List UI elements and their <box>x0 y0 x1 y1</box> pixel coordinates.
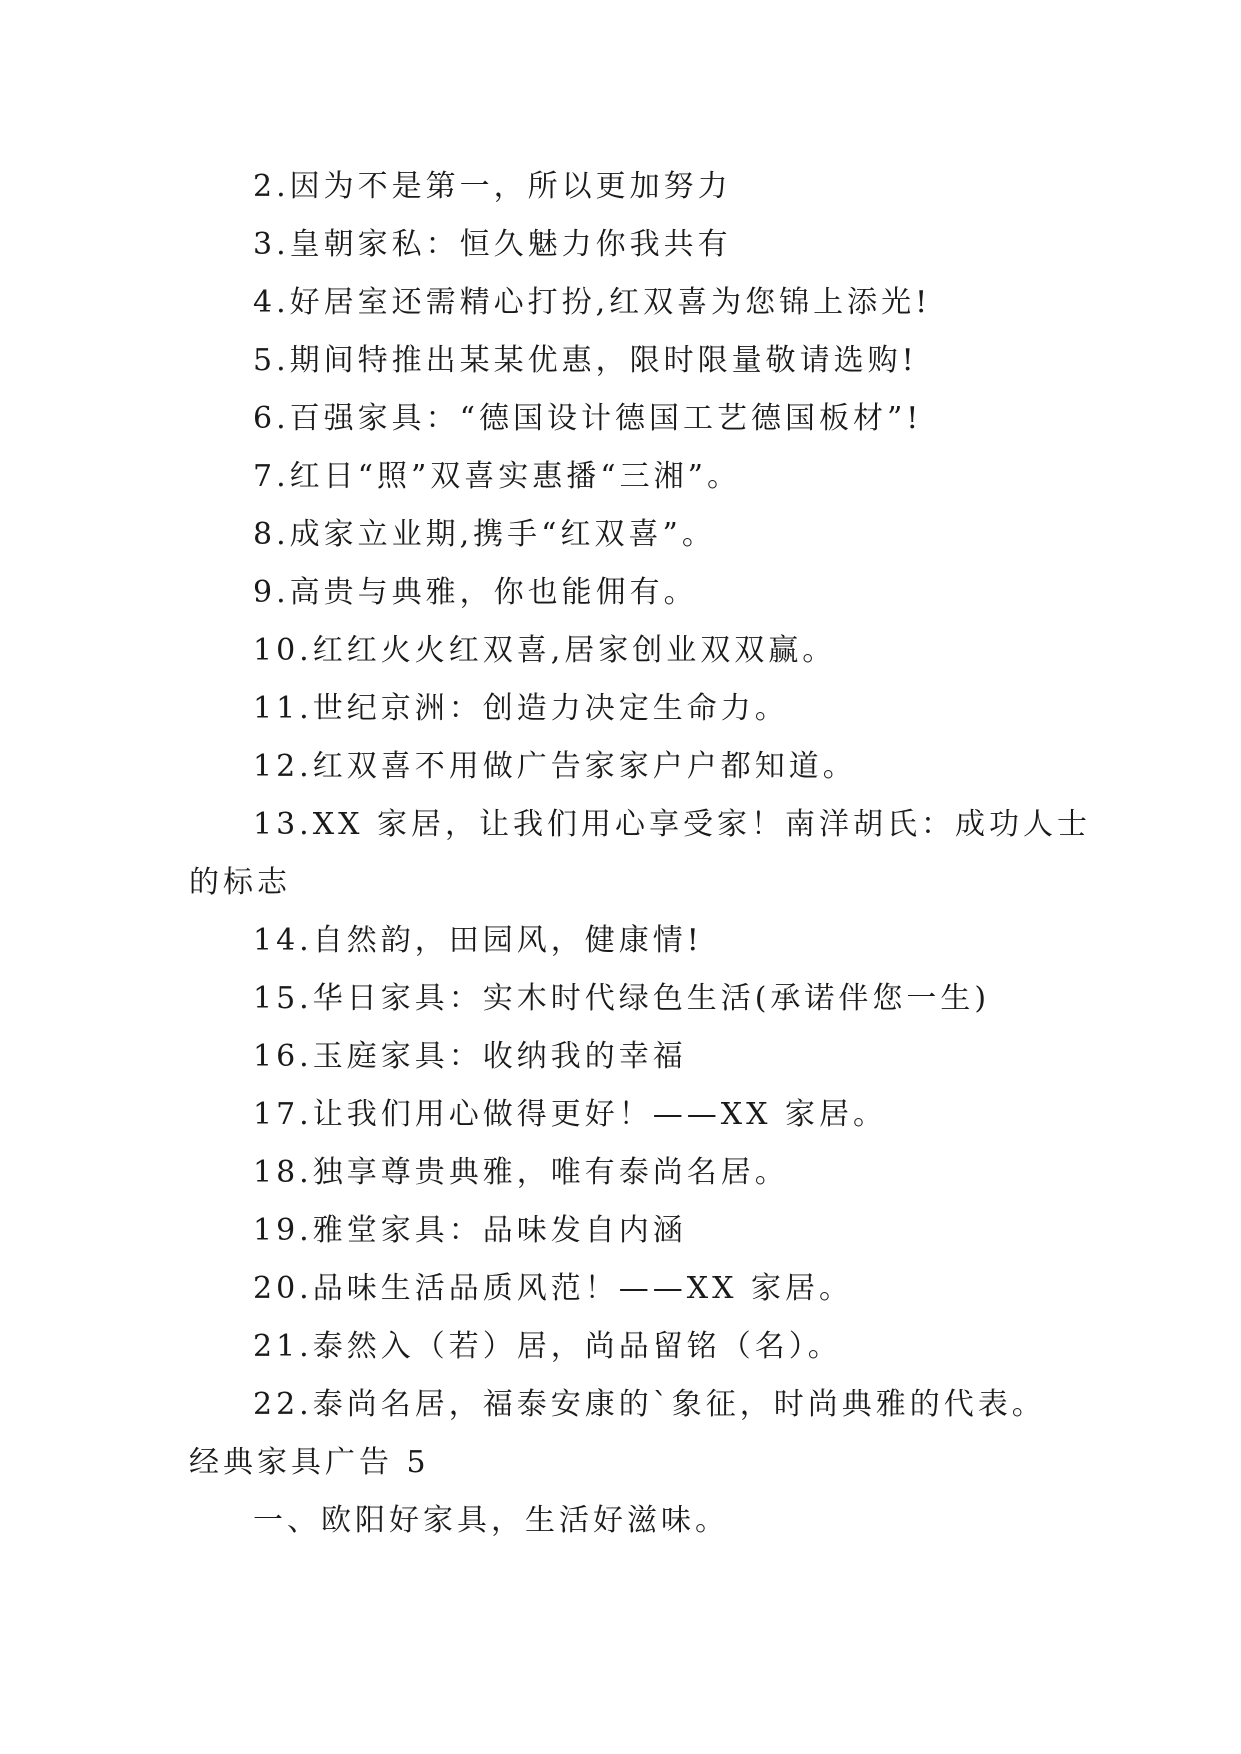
list-item: 13.XX 家居，让我们用心享受家！南洋胡氏：成功人士 <box>253 807 1091 842</box>
list-item: 10.红红火火红双喜,居家创业双双赢。 <box>253 633 837 668</box>
list-item: 4.好居室还需精心打扮,红双喜为您锦上添光! <box>253 285 932 320</box>
list-item-continuation: 的标志 <box>189 865 291 900</box>
list-item: 14.自然韵，田园风，健康情! <box>253 923 703 958</box>
list-item: 5.期间特推出某某优惠，限时限量敬请选购! <box>253 343 918 378</box>
document-body <box>189 158 1091 1550</box>
section-heading: 经典家具广告 5 <box>189 1445 430 1480</box>
list-item: 2.因为不是第一，所以更加努力 <box>253 169 732 204</box>
list-item: 20.品味生活品质风范！——XX 家居。 <box>253 1271 853 1306</box>
list-item: 8.成家立业期,携手“红双喜”。 <box>253 517 716 552</box>
list-item: 15.华日家具：实木时代绿色生活(承诺伴您一生) <box>253 981 991 1016</box>
list-item: 18.独享尊贵典雅，唯有泰尚名居。 <box>253 1155 789 1190</box>
list-item: 19.雅堂家具：品味发自内涵 <box>253 1213 687 1248</box>
list-item: 一、欧阳好家具，生活好滋味。 <box>253 1503 729 1538</box>
list-item: 9.高贵与典雅，你也能佣有。 <box>253 575 698 610</box>
list-item: 21.泰然入（若）居，尚品留铭（名）。 <box>253 1329 842 1364</box>
list-item: 7.红日“照”双喜实惠播“三湘”。 <box>253 459 741 494</box>
list-item: 17.让我们用心做得更好！——XX 家居。 <box>253 1097 887 1132</box>
list-item: 12.红双喜不用做广告家家户户都知道。 <box>253 749 857 784</box>
list-item: 22.泰尚名居，福泰安康的`象征，时尚典雅的代表。 <box>253 1387 1046 1422</box>
list-item: 3.皇朝家私：恒久魅力你我共有 <box>253 227 732 262</box>
list-item: 11.世纪京洲：创造力决定生命力。 <box>253 691 789 726</box>
list-item: 6.百强家具：“德国设计德国工艺德国板材”! <box>253 401 923 436</box>
list-item: 16.玉庭家具：收纳我的幸福 <box>253 1039 687 1074</box>
